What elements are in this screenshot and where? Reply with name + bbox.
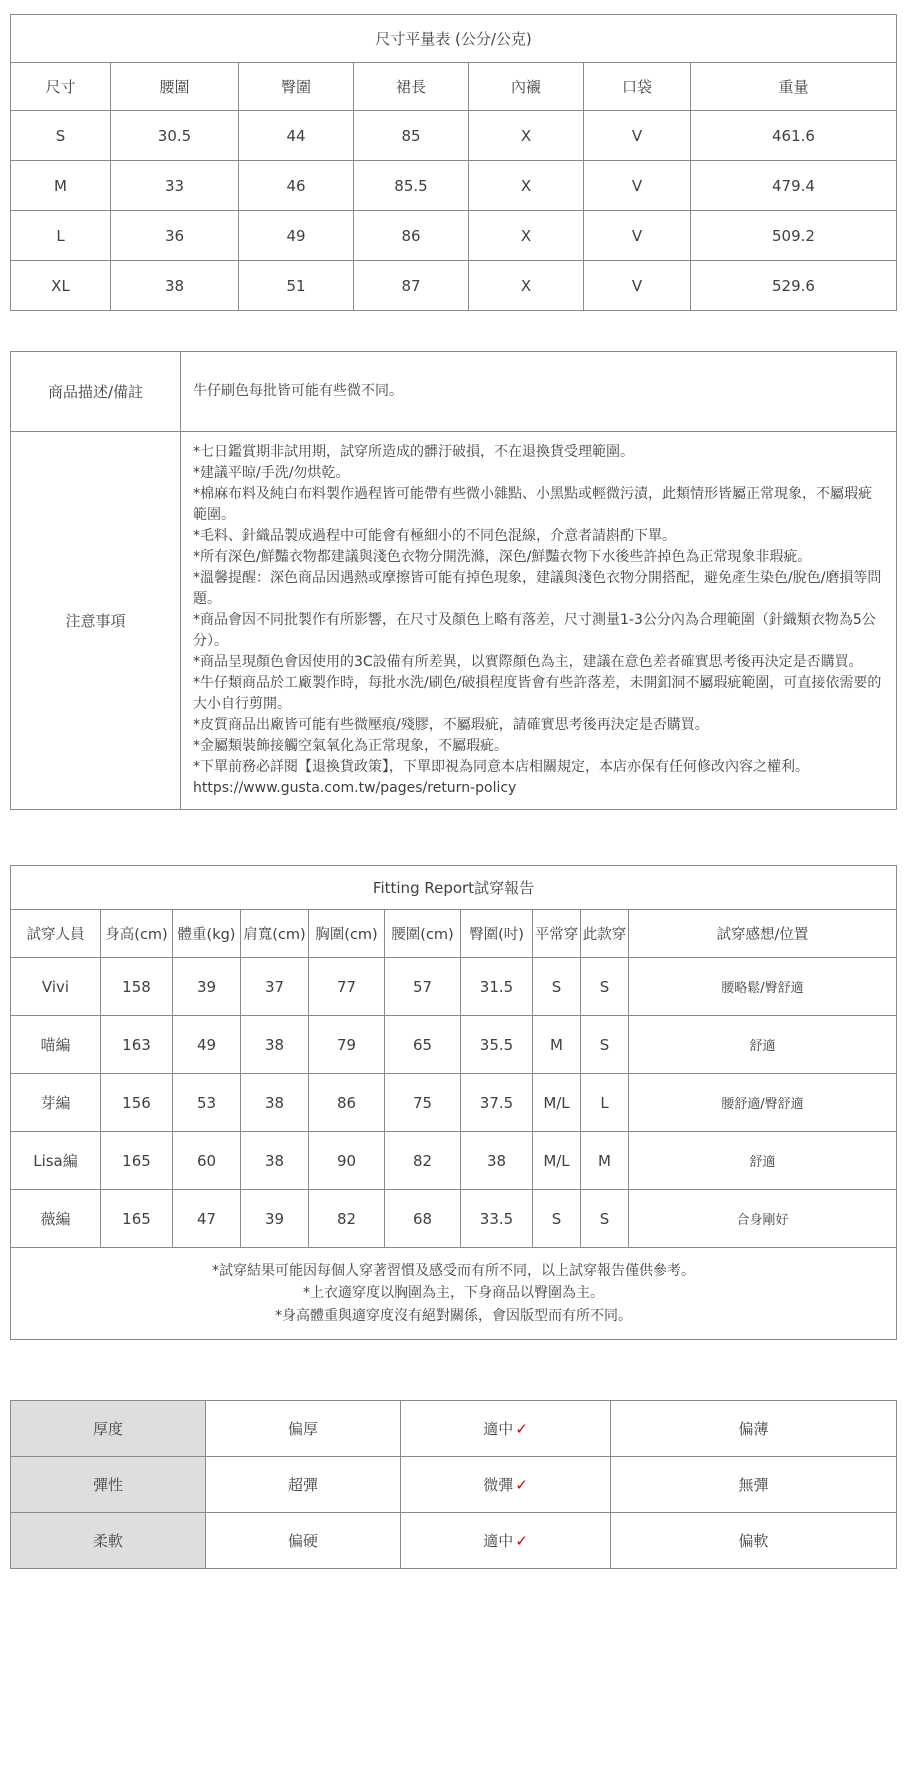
- description-text: 牛仔刷色每批皆可能有些微不同。: [181, 352, 897, 432]
- fitting-cell: 31.5: [461, 958, 533, 1016]
- fitting-cell: 38: [241, 1132, 309, 1190]
- size-cell: V: [584, 161, 691, 211]
- fitting-table-row: [11, 1074, 897, 1132]
- attribute-option: [206, 1457, 401, 1513]
- notes-table: [10, 351, 897, 810]
- fitting-cell: 68: [385, 1190, 461, 1248]
- notice-line: *溫馨提醒：深色商品因遇熱或摩擦皆可能有掉色現象，建議與淺色衣物分開搭配，避免產生染色/脫色/磨損等問題。: [193, 570, 882, 607]
- attribute-option-label: 適中: [483, 1420, 514, 1439]
- size-cell: X: [469, 211, 584, 261]
- attribute-option: [206, 1513, 401, 1569]
- attribute-option: [206, 1401, 401, 1457]
- size-table-row: [11, 211, 897, 261]
- size-cell: 44: [239, 111, 354, 161]
- fitting-cell: 79: [309, 1016, 385, 1074]
- attribute-option-label: 無彈: [738, 1476, 769, 1495]
- attribute-option: [401, 1457, 611, 1513]
- attribute-row: [11, 1513, 897, 1569]
- fitting-cell: 75: [385, 1074, 461, 1132]
- fitting-column-header: 試穿人員: [11, 910, 101, 958]
- fitting-column-header: 腰圍(cm): [385, 910, 461, 958]
- fitting-cell: Vivi: [11, 958, 101, 1016]
- fitting-table-body: [11, 958, 897, 1248]
- fitting-table-row: [11, 1190, 897, 1248]
- fitting-cell: 38: [241, 1074, 309, 1132]
- attribute-label: 柔軟: [11, 1513, 206, 1569]
- fitting-cell: 39: [173, 958, 241, 1016]
- notice-row: [11, 432, 897, 810]
- fitting-column-header: 身高(cm): [101, 910, 173, 958]
- fitting-cell: 90: [309, 1132, 385, 1190]
- size-cell: X: [469, 111, 584, 161]
- notice-line: *毛料、針織品製成過程中可能會有極細小的不同色混線，介意者請斟酌下單。: [193, 528, 676, 544]
- size-table-title-row: [11, 15, 897, 63]
- attribute-option: [611, 1401, 897, 1457]
- fitting-cell: 47: [173, 1190, 241, 1248]
- attribute-option-label: 適中: [483, 1532, 514, 1551]
- size-cell: 33: [111, 161, 239, 211]
- fitting-footnote-line: *試穿結果可能因每個人穿著習慣及感受而有所不同，以上試穿報告僅供參考。: [212, 1263, 695, 1279]
- fitting-cell: S: [581, 958, 629, 1016]
- size-column-header: 尺寸: [11, 63, 111, 111]
- notice-line: *下單前務必詳閱【退換貨政策】，下單即視為同意本店相關規定，本店亦保有任何修改內容之權利。: [193, 759, 809, 775]
- size-cell: 461.6: [691, 111, 897, 161]
- fitting-cell: M: [533, 1016, 581, 1074]
- fitting-cell: 腰略鬆/臀舒適: [629, 958, 897, 1016]
- description-label: 商品描述/備註: [11, 352, 181, 432]
- fitting-column-header: 胸圍(cm): [309, 910, 385, 958]
- notice-line: *商品呈現顏色會因使用的3C設備有所差異，以實際顏色為主，建議在意色差者確實思考後再決定是否購買。: [193, 654, 863, 670]
- check-icon: ✓: [515, 1420, 528, 1439]
- fitting-cell: 芽編: [11, 1074, 101, 1132]
- fitting-column-header: 此款穿: [581, 910, 629, 958]
- size-cell: V: [584, 261, 691, 311]
- description-row: [11, 352, 897, 432]
- fitting-cell: Lisa編: [11, 1132, 101, 1190]
- fitting-cell: S: [581, 1016, 629, 1074]
- notice-line: *所有深色/鮮豔衣物都建議與淺色衣物分開洗滌，深色/鮮豔衣物下水後些許掉色為正常現象非瑕疵。: [193, 549, 812, 565]
- fitting-column-header: 平常穿: [533, 910, 581, 958]
- fitting-cell: 165: [101, 1190, 173, 1248]
- fitting-cell: 165: [101, 1132, 173, 1190]
- size-cell: 36: [111, 211, 239, 261]
- fitting-cell: 舒適: [629, 1016, 897, 1074]
- attribute-option-label: 偏薄: [738, 1420, 769, 1439]
- fitting-cell: 舒適: [629, 1132, 897, 1190]
- notice-line: *金屬類裝飾接觸空氣氧化為正常現象，不屬瑕疵。: [193, 738, 508, 754]
- fitting-report-table: [10, 865, 897, 1340]
- size-column-header: 內襯: [469, 63, 584, 111]
- fitting-title-row: [11, 866, 897, 910]
- fitting-cell: 60: [173, 1132, 241, 1190]
- notice-line: *七日鑑賞期非試用期，試穿所造成的髒汙破損，不在退換貨受理範圍。: [193, 444, 634, 460]
- size-cell: X: [469, 261, 584, 311]
- size-cell: S: [11, 111, 111, 161]
- fitting-cell: M/L: [533, 1074, 581, 1132]
- fitting-cell: 53: [173, 1074, 241, 1132]
- attribute-label: 厚度: [11, 1401, 206, 1457]
- size-cell: 509.2: [691, 211, 897, 261]
- size-cell: X: [469, 161, 584, 211]
- fitting-cell: 77: [309, 958, 385, 1016]
- fitting-cell: 158: [101, 958, 173, 1016]
- fitting-cell: 38: [241, 1016, 309, 1074]
- notice-text: [181, 432, 897, 810]
- fitting-cell: 65: [385, 1016, 461, 1074]
- notice-label: 注意事項: [11, 432, 181, 810]
- size-cell: 479.4: [691, 161, 897, 211]
- notice-line: *牛仔類商品於工廠製作時，每批水洗/刷色/破損程度皆會有些許落差，未開釦洞不屬瑕疵範圍，可直接依需要的大小自行剪開。: [193, 675, 882, 712]
- size-cell: 85.5: [354, 161, 469, 211]
- notice-line: *建議平晾/手洗/勿烘乾。: [193, 465, 350, 481]
- fitting-cell: 49: [173, 1016, 241, 1074]
- attribute-option: [401, 1401, 611, 1457]
- fitting-column-header: 體重(kg): [173, 910, 241, 958]
- fitting-cell: L: [581, 1074, 629, 1132]
- notice-line: *棉麻布料及純白布料製作過程皆可能帶有些微小雜點、小黑點或輕微污漬，此類情形皆屬正常現象，不屬瑕疵範圍。: [193, 486, 872, 523]
- fitting-cell: 163: [101, 1016, 173, 1074]
- fitting-column-header: 臀圍(吋): [461, 910, 533, 958]
- fitting-cell: 喵編: [11, 1016, 101, 1074]
- fitting-cell: 82: [385, 1132, 461, 1190]
- fitting-cell: 38: [461, 1132, 533, 1190]
- size-column-header: 口袋: [584, 63, 691, 111]
- fitting-cell: S: [581, 1190, 629, 1248]
- fitting-cell: S: [533, 1190, 581, 1248]
- size-table-row: [11, 161, 897, 211]
- size-table-title: 尺寸平量表 (公分/公克): [11, 15, 897, 63]
- attribute-option-label: 偏硬: [287, 1532, 318, 1551]
- fitting-cell: 156: [101, 1074, 173, 1132]
- size-cell: M: [11, 161, 111, 211]
- size-cell: XL: [11, 261, 111, 311]
- fitting-column-header: 肩寬(cm): [241, 910, 309, 958]
- fitting-cell: 合身剛好: [629, 1190, 897, 1248]
- attribute-option: [611, 1457, 897, 1513]
- size-table-header-row: [11, 63, 897, 111]
- notice-link-line: [193, 778, 884, 799]
- size-cell: 85: [354, 111, 469, 161]
- attributes-table-body: [11, 1401, 897, 1569]
- attribute-option: [611, 1513, 897, 1569]
- fitting-cell: 腰舒適/臀舒適: [629, 1074, 897, 1132]
- size-cell: 38: [111, 261, 239, 311]
- fitting-cell: 37.5: [461, 1074, 533, 1132]
- size-table: [10, 14, 897, 311]
- size-cell: 529.6: [691, 261, 897, 311]
- size-table-row: [11, 111, 897, 161]
- fitting-cell: 37: [241, 958, 309, 1016]
- fitting-table-row: [11, 1132, 897, 1190]
- size-column-header: 臀圍: [239, 63, 354, 111]
- size-cell: 86: [354, 211, 469, 261]
- fitting-cell: 82: [309, 1190, 385, 1248]
- size-cell: 46: [239, 161, 354, 211]
- notice-line: *商品會因不同批製作有所影響，在尺寸及顏色上略有落差，尺寸測量1-3公分內為合理範圍（針織類衣物為5公分）。: [193, 612, 876, 649]
- fitting-table-row: [11, 958, 897, 1016]
- fitting-footnote-line: *上衣適穿度以胸圍為主，下身商品以臀圍為主。: [303, 1285, 604, 1302]
- fitting-cell: M: [581, 1132, 629, 1190]
- size-cell: 51: [239, 261, 354, 311]
- fitting-cell: 57: [385, 958, 461, 1016]
- fitting-footnote-line: *身高體重與適穿度沒有絕對關係，會因版型而有所不同。: [275, 1307, 632, 1324]
- size-cell: 30.5: [111, 111, 239, 161]
- attribute-option-label: 偏軟: [738, 1532, 769, 1551]
- size-column-header: 重量: [691, 63, 897, 111]
- fitting-cell: S: [533, 958, 581, 1016]
- fitting-cell: 86: [309, 1074, 385, 1132]
- fitting-footnotes: [11, 1248, 897, 1340]
- fitting-cell: 35.5: [461, 1016, 533, 1074]
- size-cell: 87: [354, 261, 469, 311]
- attribute-option-label: 微彈: [483, 1476, 514, 1495]
- fitting-report-title: Fitting Report試穿報告: [11, 866, 897, 910]
- fitting-column-header: 試穿感想/位置: [629, 910, 897, 958]
- attribute-option-label: 超彈: [287, 1476, 318, 1495]
- attribute-row: [11, 1401, 897, 1457]
- fitting-footnote-row: [11, 1248, 897, 1340]
- fitting-cell: 33.5: [461, 1190, 533, 1248]
- fitting-table-row: [11, 1016, 897, 1074]
- size-cell: V: [584, 211, 691, 261]
- size-cell: L: [11, 211, 111, 261]
- attribute-label: 彈性: [11, 1457, 206, 1513]
- attribute-option: [401, 1513, 611, 1569]
- fitting-cell: 39: [241, 1190, 309, 1248]
- size-table-row: [11, 261, 897, 311]
- fitting-cell: M/L: [533, 1132, 581, 1190]
- check-icon: ✓: [515, 1532, 528, 1551]
- size-column-header: 裙長: [354, 63, 469, 111]
- attribute-row: [11, 1457, 897, 1513]
- size-cell: 49: [239, 211, 354, 261]
- fitting-cell: 薇編: [11, 1190, 101, 1248]
- size-column-header: 腰圍: [111, 63, 239, 111]
- fitting-header-row: [11, 910, 897, 958]
- size-cell: V: [584, 111, 691, 161]
- return-policy-link[interactable]: https://www.gusta.com.tw/pages/return-policy: [193, 780, 517, 796]
- notice-line: *皮質商品出廠皆可能有些微壓痕/殘膠，不屬瑕疵，請確實思考後再決定是否購買。: [193, 717, 709, 733]
- attribute-option-label: 偏厚: [287, 1420, 318, 1439]
- fabric-attributes-table: [10, 1400, 897, 1569]
- size-table-body: [11, 111, 897, 311]
- check-icon: ✓: [515, 1476, 528, 1495]
